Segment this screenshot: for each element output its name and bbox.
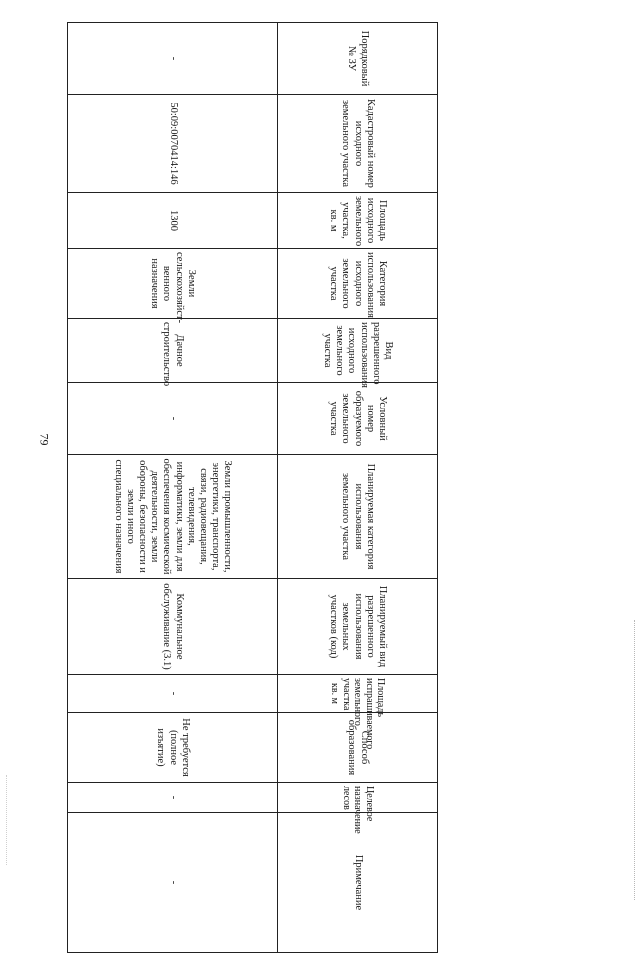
header-cell: Вид разрешенного использования исходного земельного участка xyxy=(278,319,438,383)
land-plot-table-rotated xyxy=(68,22,438,911)
table-cell: - xyxy=(68,783,278,813)
header-cell: Примечание xyxy=(278,813,438,953)
table-cell: - xyxy=(68,813,278,953)
header-cell: Условный номер образуемого земельного участка xyxy=(278,383,438,455)
table-cell: - xyxy=(68,675,278,713)
table-cell: Коммунальное обслуживание (3.1) xyxy=(68,579,278,675)
table-cell: 1300 xyxy=(68,193,278,249)
header-cell: Планируемый вид разрешенного использования земельных участков (код) xyxy=(278,579,438,675)
header-cell: Площадь исходного земельного участка, кв. м xyxy=(278,193,438,249)
table-header-row xyxy=(278,23,438,953)
header-cell: Планируемая категория использования земельного участка xyxy=(278,455,438,579)
table-cell: Земли сельскохозяйст-венного назначения xyxy=(68,249,278,319)
land-plot-table xyxy=(67,22,438,953)
page-number: 79 xyxy=(37,433,52,446)
scan-edge-artifact xyxy=(6,775,8,865)
header-cell: Площадь испрашиваемого земельного участка кв. м xyxy=(278,675,438,713)
table-row xyxy=(68,23,278,953)
table-cell: Не требуется (полное изъятие) xyxy=(68,713,278,783)
header-cell: Кадастровый номер исходного земельного участка xyxy=(278,95,438,193)
header-cell: Категория использования исходного земельного участка xyxy=(278,249,438,319)
table-cell: Земли промышленности, энергетики, транспорта, связи, радиовещания, телевидения, информатики, земли для обеспечения космической деятельности, земли обороны, безопасности и земли иного специального назначения xyxy=(68,455,278,579)
table-cell: - xyxy=(68,23,278,95)
table-cell: 50:09:0070414:146 xyxy=(68,95,278,193)
header-cell: Способ образования xyxy=(278,713,438,783)
header-cell: Целевое назначение лесов xyxy=(278,783,438,813)
table-cell: - xyxy=(68,383,278,455)
scan-edge-artifact xyxy=(634,620,637,900)
table-cell: Дачное строительство xyxy=(68,319,278,383)
land-plot-table-container xyxy=(68,22,438,911)
header-cell: Порядковый № ЗУ xyxy=(278,23,438,95)
